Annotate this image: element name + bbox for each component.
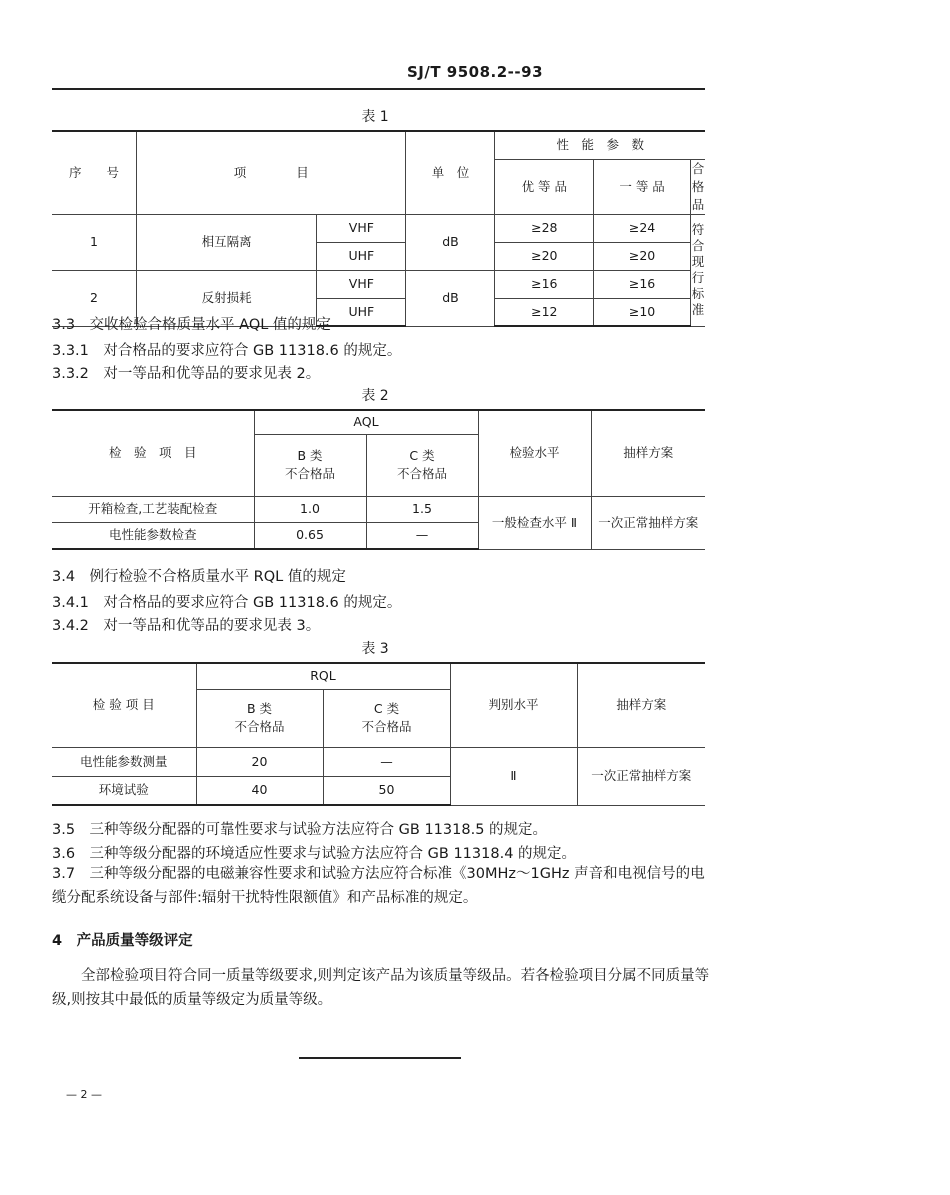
table3-c-cell: — [323, 747, 450, 776]
end-rule [299, 1057, 461, 1059]
table1-unit-cell: dB [406, 270, 495, 326]
table1-band-cell: VHF [317, 214, 406, 242]
table3-header-level: 判别水平 [450, 663, 577, 747]
table1-premium-cell: ≥28 [495, 214, 594, 242]
clause-3-4: 3.4 例行检验不合格质量水平 RQL 值的规定 [52, 569, 346, 585]
table3-class-b-sub: 不合格品 [234, 719, 285, 734]
table3-header-rql: RQL [196, 663, 450, 689]
table1-first-cell: ≥24 [594, 214, 691, 242]
table2-class-c-label: C 类 [409, 448, 435, 463]
table3-header-item: 检 验 项 目 [52, 663, 196, 747]
clause-3-4-1: 3.4.1 对合格品的要求应符合 GB 11318.6 的规定。 [52, 595, 402, 611]
table3-c-cell: 50 [323, 776, 450, 805]
table3-class-c-label: C 类 [373, 701, 400, 716]
table1-header-qualified: 合 格 品 [691, 159, 706, 214]
clause-3-5: 3.5 三种等级分配器的可靠性要求与试验方法应符合 GB 11318.5 的规定。 [52, 822, 548, 838]
table1-header-performance: 性 能 参 数 [495, 131, 705, 159]
table1-index-cell: 2 [52, 270, 137, 326]
table2-item-cell: 电性能参数检查 [52, 522, 254, 549]
table3-class-c-sub: 不合格品 [361, 719, 412, 734]
table3-item-cell: 电性能参数测量 [52, 747, 196, 776]
table2-b-cell: 1.0 [254, 496, 366, 522]
clause-3-3-2: 3.3.2 对一等品和优等品的要求见表 2。 [52, 366, 321, 382]
table1-first-cell: ≥16 [594, 270, 691, 298]
table2-header-level: 检验水平 [478, 410, 591, 496]
clause-3-3: 3.3 交收检验合格质量水平 AQL 值的规定 [52, 317, 331, 333]
clause-3-7: 3.7 三种等级分配器的电磁兼容性要求和试验方法应符合标准《30MHz～1GHz 声音和电视信号的电缆分配系统设备与部件:辐射干扰特性限额值》和产品标准的规定。 [52, 866, 705, 906]
table2-class-c-sub: 不合格品 [396, 466, 447, 481]
table3-b-cell: 40 [196, 776, 323, 805]
table1-qualified-note-cell [691, 214, 706, 326]
table1-band-cell: UHF [317, 298, 406, 326]
document-code-header: SJ/T 9508.2--93 [406, 63, 544, 81]
section-4-heading: 4 产品质量等级评定 [52, 933, 193, 949]
table1-header-index: 序 号 [52, 131, 137, 214]
table3-header-class-c [323, 689, 450, 747]
table2-c-cell: — [366, 522, 478, 549]
table2-c-cell: 1.5 [366, 496, 478, 522]
table1-unit-cell: dB [406, 214, 495, 270]
section-4-body: 全部检验项目符合同一质量等级要求,则判定该产品为该质量等级品。若各检验项目分属不同质量等级,则按其中最低的质量等级定为质量等级。 [52, 968, 710, 1008]
table2 [52, 409, 705, 550]
table1-premium-cell: ≥12 [495, 298, 594, 326]
table2-caption: 表 2 [361, 388, 389, 404]
table3-caption: 表 3 [361, 641, 389, 657]
table2-class-b-sub: 不合格品 [284, 466, 335, 481]
table1-premium-cell: ≥16 [495, 270, 594, 298]
table1-header-unit: 单 位 [406, 131, 495, 214]
table3-class-b-label: B 类 [246, 701, 273, 716]
table3-plan-cell: 一次正常抽样方案 [577, 747, 705, 805]
table1-caption: 表 1 [361, 109, 389, 125]
table2-plan-cell: 一次正常抽样方案 [591, 496, 705, 549]
page-number: — 2 — [66, 1088, 102, 1101]
table1-first-cell: ≥10 [594, 298, 691, 326]
table1-header-first: 一 等 品 [594, 159, 691, 214]
table1-name-cell: 反射损耗 [137, 270, 317, 326]
table3-level-cell: Ⅱ [450, 747, 577, 805]
table1-name-cell: 相互隔离 [137, 214, 317, 270]
table1 [52, 130, 705, 327]
clause-3-6: 3.6 三种等级分配器的环境适应性要求与试验方法应符合 GB 11318.4 的规定。 [52, 846, 577, 862]
clause-3-4-2: 3.4.2 对一等品和优等品的要求见表 3。 [52, 618, 321, 634]
table2-header-plan: 抽样方案 [591, 410, 705, 496]
table2-header-class-c [366, 434, 478, 496]
table2-class-b-label: B 类 [297, 448, 323, 463]
table1-band-cell: UHF [317, 242, 406, 270]
table1-first-cell: ≥20 [594, 242, 691, 270]
table1-header-item: 项 目 [137, 131, 406, 214]
table1-premium-cell: ≥20 [495, 242, 594, 270]
table3-header-plan: 抽样方案 [577, 663, 705, 747]
header-rule [52, 88, 705, 90]
table3 [52, 662, 705, 806]
table2-item-cell: 开箱检查,工艺装配检查 [52, 496, 254, 522]
table1-index-cell: 1 [52, 214, 137, 270]
table2-level-cell: 一般检查水平 Ⅱ [478, 496, 591, 549]
table1-qualified-note: 符合现行标准 [691, 221, 705, 317]
table2-b-cell: 0.65 [254, 522, 366, 549]
table3-b-cell: 20 [196, 747, 323, 776]
table1-band-cell: VHF [317, 270, 406, 298]
table1-header-premium: 优 等 品 [495, 159, 594, 214]
table2-header-item: 检 验 项 目 [52, 410, 254, 496]
table2-header-class-b [254, 434, 366, 496]
clause-3-3-1: 3.3.1 对合格品的要求应符合 GB 11318.6 的规定。 [52, 343, 402, 359]
table3-header-class-b [196, 689, 323, 747]
table2-header-aql: AQL [254, 410, 478, 434]
table3-item-cell: 环境试验 [52, 776, 196, 805]
